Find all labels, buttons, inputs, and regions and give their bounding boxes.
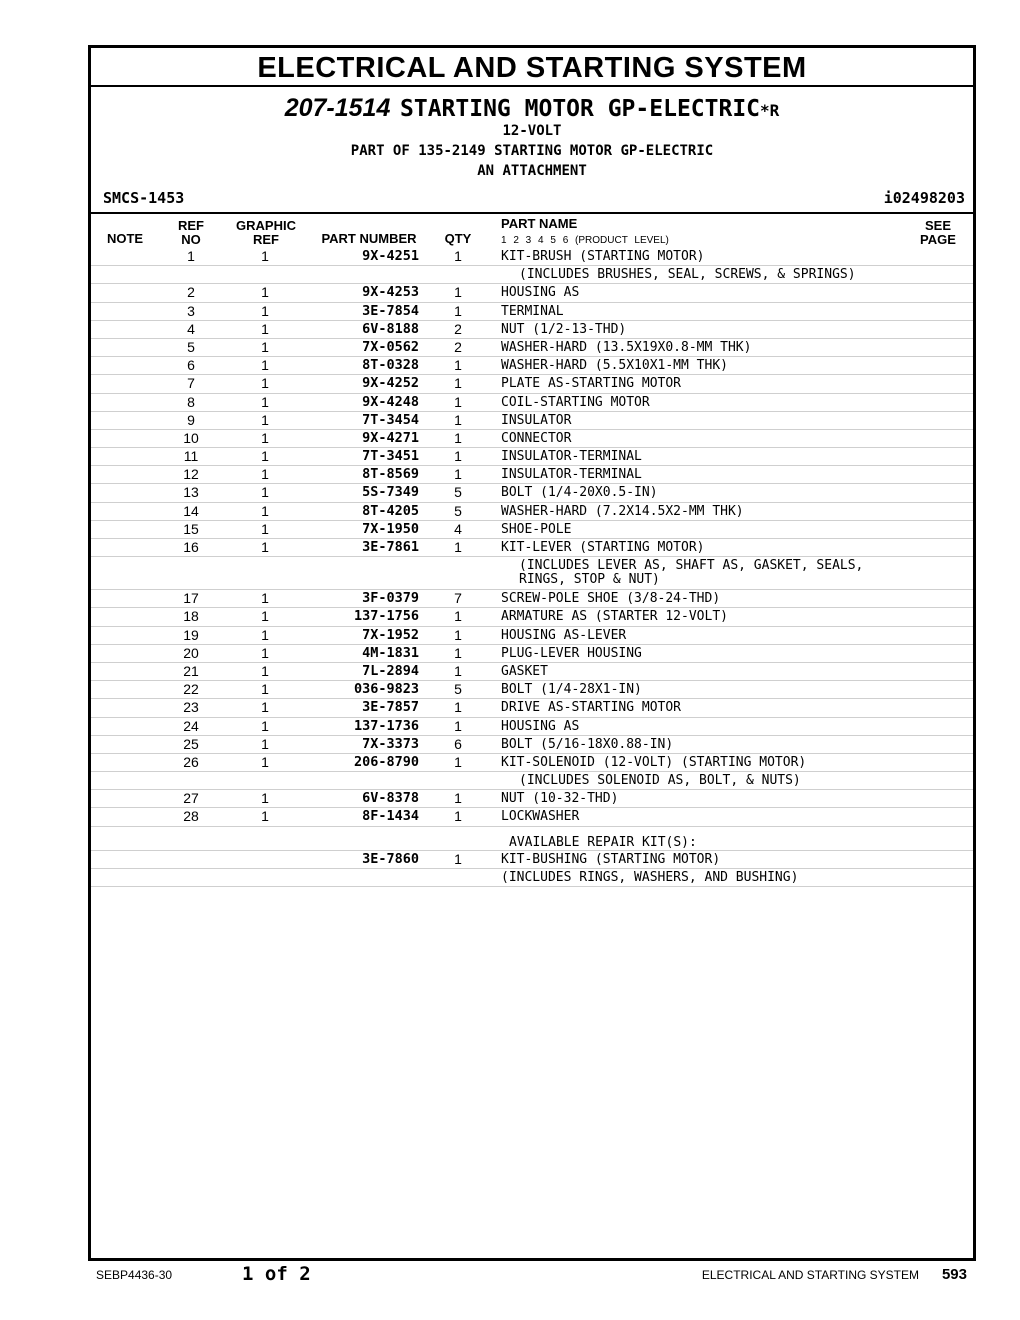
part-name: ARMATURE AS (STARTER 12-VOLT): [501, 609, 728, 625]
graphic-ref: 1: [261, 735, 269, 752]
part-number: 206-8790: [353, 753, 419, 770]
table-row: [91, 357, 973, 375]
table-row: [91, 663, 973, 681]
quantity: 4: [454, 520, 462, 537]
part-name: GASKET: [501, 663, 548, 679]
section-title: ELECTRICAL AND STARTING SYSTEM: [91, 48, 973, 87]
graphic-ref: 1: [261, 429, 269, 446]
part-name: KIT-BRUSH (STARTING MOTOR): [501, 249, 705, 264]
part-name: WASHER-HARD (7.2X14.5X2-MM THK): [501, 503, 744, 519]
part-name: BOLT (5/16-18X0.88-IN): [501, 736, 674, 752]
quantity: 1: [454, 699, 462, 716]
col-note: NOTE: [106, 231, 144, 246]
part-name: NUT (10-32-THD): [501, 791, 619, 807]
quantity: 1: [454, 717, 462, 734]
graphic-ref: 1: [261, 790, 269, 807]
page-number: 593: [941, 1266, 967, 1283]
graphic-ref: 1: [261, 626, 269, 643]
part-name: INSULATOR: [501, 412, 572, 428]
col-part-number: PART NUMBER: [321, 231, 417, 246]
table-row: [91, 412, 973, 430]
part-name: INSULATOR-TERMINAL: [501, 449, 642, 465]
part-name: HOUSING AS: [501, 285, 580, 301]
part-number: 6V-8378: [362, 790, 419, 807]
graphic-ref: 1: [261, 808, 269, 825]
graphic-ref: 1: [261, 644, 269, 661]
part-name: WASHER-HARD (5.5X10X1-MM THK): [501, 358, 728, 374]
ref-no: 21: [183, 662, 199, 679]
ref-no: 20: [183, 644, 199, 661]
quantity: 1: [454, 393, 462, 410]
ref-no: 9: [187, 411, 195, 428]
smcs-code: SMCS-1453: [103, 189, 185, 207]
part-name: DRIVE AS-STARTING MOTOR: [501, 700, 682, 716]
part-name: CONNECTOR: [501, 430, 572, 446]
quantity: 1: [454, 644, 462, 661]
part-number: 7X-3373: [362, 735, 419, 752]
header-divider: [91, 212, 973, 214]
graphic-ref: 1: [261, 393, 269, 410]
ref-no: 8: [187, 393, 195, 410]
quantity: 1: [454, 539, 462, 555]
part-name: WASHER-HARD (13.5X19X0.8-MM THK): [501, 339, 752, 355]
part-note: (INCLUDES BRUSHES, SEAL, SCREWS, & SPRINGS): [519, 267, 856, 283]
table-row: [91, 339, 973, 357]
part-name: HOUSING AS-LEVER: [501, 627, 627, 643]
table-row: [91, 827, 973, 851]
illustration-id: i02498203: [883, 189, 965, 207]
part-number: 9X-4271: [362, 429, 419, 446]
table-row: [91, 484, 973, 502]
part-number: 137-1736: [353, 717, 419, 734]
graphic-ref: 1: [261, 608, 269, 625]
table-row: [91, 248, 973, 266]
part-name: TERMINAL: [501, 303, 564, 319]
ref-no: 23: [183, 699, 199, 716]
graphic-ref: 1: [261, 753, 269, 770]
part-number: 5S-7349: [362, 484, 419, 501]
group-part-number: 207-1514: [284, 94, 391, 122]
part-number: 8T-8569: [362, 466, 419, 483]
part-name: INSULATOR-TERMINAL: [501, 467, 642, 483]
ref-no: 3: [187, 302, 195, 319]
table-row: [91, 681, 973, 699]
table-row: [91, 430, 973, 448]
group-title: STARTING MOTOR GP-ELECTRIC: [400, 96, 761, 122]
part-number: 9X-4248: [362, 393, 419, 410]
part-name: KIT-SOLENOID (12-VOLT) (STARTING MOTOR): [501, 754, 807, 770]
quantity: 2: [454, 320, 462, 337]
product-level-numbers: 1 2 3 4 5 6 (PRODUCT LEVEL): [501, 235, 669, 246]
group-mark: *R: [760, 101, 780, 120]
part-number: 137-1756: [353, 608, 419, 625]
part-note: (INCLUDES LEVER AS, SHAFT AS, GASKET, SEALS, RINGS, STOP & NUT): [519, 558, 864, 588]
quantity: 1: [454, 790, 462, 807]
quantity: 2: [454, 338, 462, 355]
part-name: COIL-STARTING MOTOR: [501, 394, 650, 410]
part-number: 7X-1950: [362, 520, 419, 537]
quantity: 1: [454, 753, 462, 770]
quantity: 5: [454, 484, 462, 501]
table-row: [91, 699, 973, 717]
table-row: [91, 790, 973, 808]
quantity: 7: [454, 590, 462, 607]
table-row: [91, 503, 973, 521]
ref-no: 5: [187, 338, 195, 355]
table-row: [91, 521, 973, 539]
graphic-ref: 1: [261, 248, 269, 264]
col-ref-no-line2: NO: [181, 232, 201, 247]
table-row: [91, 718, 973, 736]
ref-no: 11: [183, 448, 199, 465]
part-number: 4M-1831: [362, 644, 419, 661]
ref-no: 2: [187, 284, 195, 301]
group-subtitle-2: PART OF 135-2149 STARTING MOTOR GP-ELECTRIC: [350, 143, 714, 159]
table-row: [91, 557, 973, 590]
ref-no: 13: [183, 484, 199, 501]
graphic-ref: 1: [261, 539, 269, 555]
ref-no: 27: [183, 790, 199, 807]
part-number: 7T-3451: [362, 448, 419, 465]
col-ref-no: [171, 219, 211, 247]
graphic-ref: 1: [261, 357, 269, 374]
parts-table: [91, 248, 973, 887]
part-name: HOUSING AS: [501, 718, 580, 734]
quantity: 1: [454, 284, 462, 301]
table-row: [91, 608, 973, 626]
graphic-ref: 1: [261, 411, 269, 428]
col-ref-no-line1: REF: [178, 218, 204, 233]
col-graphic-ref: [231, 219, 301, 247]
quantity: 6: [454, 735, 462, 752]
col-graphic-ref-line1: GRAPHIC: [236, 218, 296, 233]
part-number: 9X-4251: [362, 248, 419, 264]
table-row: [91, 539, 973, 557]
group-subtitle-3: AN ATTACHMENT: [477, 163, 587, 179]
quantity: 1: [454, 248, 462, 264]
ref-no: 17: [183, 590, 199, 607]
table-row: [91, 466, 973, 484]
table-row: [91, 869, 973, 887]
graphic-ref: 1: [261, 338, 269, 355]
graphic-ref: 1: [261, 284, 269, 301]
table-row: [91, 772, 973, 790]
col-graphic-ref-line2: REF: [253, 232, 279, 247]
part-number: 8F-1434: [362, 808, 419, 825]
table-row: [91, 448, 973, 466]
quantity: 1: [454, 808, 462, 825]
graphic-ref: 1: [261, 699, 269, 716]
ref-no: 14: [183, 502, 199, 519]
quantity: 1: [454, 662, 462, 679]
graphic-ref: 1: [261, 681, 269, 698]
part-number: 3E-7861: [362, 539, 419, 555]
part-number: 7X-0562: [362, 338, 419, 355]
quantity: 1: [454, 850, 462, 867]
part-name: KIT-LEVER (STARTING MOTOR): [501, 540, 705, 555]
part-number: 9X-4253: [362, 284, 419, 301]
repair-kit-heading: AVAILABLE REPAIR KIT(S):: [509, 834, 697, 850]
part-number: 7X-1952: [362, 626, 419, 643]
ref-no: 22: [183, 681, 199, 698]
quantity: 1: [454, 375, 462, 392]
ref-no: 4: [187, 320, 195, 337]
table-row: [91, 590, 973, 608]
table-row: [91, 808, 973, 826]
part-note: (INCLUDES RINGS, WASHERS, AND BUSHING): [501, 869, 799, 885]
part-name: SCREW-POLE SHOE (3/8-24-THD): [501, 591, 721, 607]
table-row: [91, 754, 973, 772]
ref-no: 6: [187, 357, 195, 374]
quantity: 1: [454, 357, 462, 374]
part-number: 8T-4205: [362, 502, 419, 519]
quantity: 1: [454, 302, 462, 319]
col-see-page: [913, 219, 963, 247]
part-name: SHOE-POLE: [501, 521, 572, 537]
footer-section: ELECTRICAL AND STARTING SYSTEM: [701, 1268, 919, 1282]
parts-page-frame: [88, 45, 976, 1261]
table-row: [91, 321, 973, 339]
ref-no: 1: [187, 248, 195, 264]
ref-no: 12: [183, 466, 199, 483]
ref-no: 7: [187, 375, 195, 392]
part-name: KIT-BUSHING (STARTING MOTOR): [501, 851, 721, 867]
part-number: 7T-3454: [362, 411, 419, 428]
quantity: 1: [454, 626, 462, 643]
graphic-ref: 1: [261, 717, 269, 734]
col-see-page-line2: PAGE: [920, 232, 956, 247]
part-name: PLUG-LEVER HOUSING: [501, 645, 642, 661]
part-number: 9X-4252: [362, 375, 419, 392]
col-qty: QTY: [444, 231, 472, 246]
part-number: 3E-7860: [362, 850, 419, 867]
ref-no: 18: [183, 608, 199, 625]
part-note: (INCLUDES SOLENOID AS, BOLT, & NUTS): [519, 773, 801, 789]
table-row: [91, 627, 973, 645]
part-name: NUT (1/2-13-THD): [501, 321, 627, 337]
quantity: 1: [454, 608, 462, 625]
quantity: 1: [454, 411, 462, 428]
ref-no: 28: [183, 808, 199, 825]
part-name: LOCKWASHER: [501, 809, 580, 825]
graphic-ref: 1: [261, 466, 269, 483]
part-number: 3E-7854: [362, 302, 419, 319]
part-number: 6V-8188: [362, 320, 419, 337]
ref-no: 10: [183, 429, 199, 446]
part-name: BOLT (1/4-28X1-IN): [501, 682, 642, 698]
table-row: [91, 736, 973, 754]
table-row: [91, 266, 973, 284]
ref-no: 24: [183, 717, 199, 734]
graphic-ref: 1: [261, 302, 269, 319]
part-number: 036-9823: [353, 681, 419, 698]
table-row: [91, 303, 973, 321]
table-row: [91, 375, 973, 393]
part-number: 8T-0328: [362, 357, 419, 374]
graphic-ref: 1: [261, 502, 269, 519]
ref-no: 26: [183, 753, 199, 770]
col-part-name: PART NAME: [501, 216, 578, 231]
ref-no: 16: [183, 539, 199, 555]
quantity: 5: [454, 502, 462, 519]
graphic-ref: 1: [261, 375, 269, 392]
quantity: 1: [454, 466, 462, 483]
graphic-ref: 1: [261, 520, 269, 537]
doc-number: SEBP4436-30: [96, 1268, 173, 1282]
graphic-ref: 1: [261, 484, 269, 501]
ref-no: 15: [183, 520, 199, 537]
quantity: 5: [454, 681, 462, 698]
ref-no: 19: [183, 626, 199, 643]
page-of: 1 of 2: [242, 1263, 311, 1285]
part-name: BOLT (1/4-20X0.5-IN): [501, 485, 658, 501]
group-subtitle-1: 12-VOLT: [502, 123, 562, 139]
group-heading: [91, 94, 973, 123]
graphic-ref: 1: [261, 590, 269, 607]
table-row: [91, 394, 973, 412]
table-row: [91, 284, 973, 302]
col-see-page-line1: SEE: [924, 218, 951, 233]
table-row: [91, 851, 973, 869]
part-number: 7L-2894: [362, 662, 419, 679]
table-row: [91, 645, 973, 663]
part-number: 3F-0379: [362, 590, 419, 607]
part-name: PLATE AS-STARTING MOTOR: [501, 376, 682, 392]
graphic-ref: 1: [261, 320, 269, 337]
quantity: 1: [454, 429, 462, 446]
graphic-ref: 1: [261, 662, 269, 679]
graphic-ref: 1: [261, 448, 269, 465]
quantity: 1: [454, 448, 462, 465]
ref-no: 25: [183, 735, 199, 752]
part-number: 3E-7857: [362, 699, 419, 716]
